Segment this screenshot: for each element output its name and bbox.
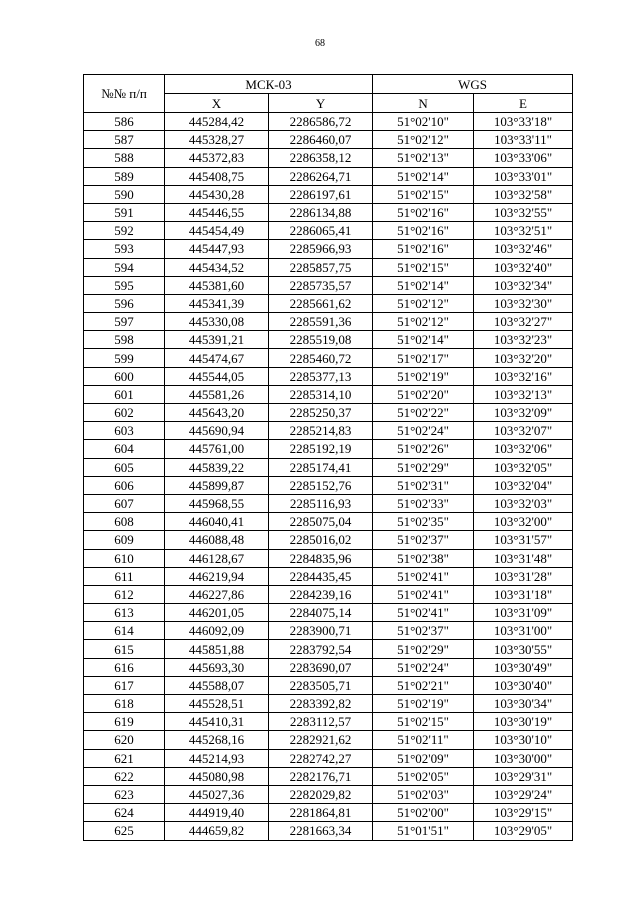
cell-number: 609 <box>84 531 165 549</box>
cell-e: 103°32'00" <box>474 513 573 531</box>
cell-e: 103°29'24" <box>474 785 573 803</box>
cell-number: 623 <box>84 785 165 803</box>
cell-x: 445761,00 <box>165 440 269 458</box>
cell-n: 51°02'03" <box>373 785 474 803</box>
cell-y: 2285075,04 <box>269 513 373 531</box>
header-e: E <box>474 94 573 113</box>
table-row <box>84 258 573 276</box>
table-row <box>84 513 573 531</box>
table-row <box>84 531 573 549</box>
cell-number: 588 <box>84 149 165 167</box>
cell-number: 612 <box>84 585 165 603</box>
cell-number: 614 <box>84 622 165 640</box>
cell-number: 621 <box>84 749 165 767</box>
table-row <box>84 422 573 440</box>
cell-n: 51°02'41" <box>373 604 474 622</box>
cell-x: 445588,07 <box>165 676 269 694</box>
header-number: №№ п/п <box>84 75 165 113</box>
cell-n: 51°02'24" <box>373 658 474 676</box>
table-row <box>84 549 573 567</box>
cell-y: 2286065,41 <box>269 222 373 240</box>
table-row <box>84 458 573 476</box>
cell-e: 103°31'09" <box>474 604 573 622</box>
cell-e: 103°30'34" <box>474 695 573 713</box>
cell-y: 2285591,36 <box>269 313 373 331</box>
header-n: N <box>373 94 474 113</box>
cell-x: 445447,93 <box>165 240 269 258</box>
cell-x: 445899,87 <box>165 476 269 494</box>
cell-number: 595 <box>84 276 165 294</box>
cell-n: 51°02'16" <box>373 222 474 240</box>
table-row <box>84 749 573 767</box>
table-row <box>84 676 573 694</box>
table-row <box>84 149 573 167</box>
cell-y: 2284239,16 <box>269 585 373 603</box>
cell-x: 446128,67 <box>165 549 269 567</box>
cell-y: 2286134,88 <box>269 203 373 221</box>
page-number: 68 <box>315 38 325 49</box>
cell-n: 51°02'09" <box>373 749 474 767</box>
cell-e: 103°31'18" <box>474 585 573 603</box>
table-row <box>84 713 573 731</box>
cell-number: 590 <box>84 185 165 203</box>
cell-y: 2284835,96 <box>269 549 373 567</box>
cell-x: 445430,28 <box>165 185 269 203</box>
cell-number: 593 <box>84 240 165 258</box>
cell-y: 2283690,07 <box>269 658 373 676</box>
cell-x: 445268,16 <box>165 731 269 749</box>
cell-n: 51°02'21" <box>373 676 474 694</box>
cell-number: 594 <box>84 258 165 276</box>
cell-y: 2282742,27 <box>269 749 373 767</box>
header-wgs: WGS <box>373 75 573 94</box>
cell-y: 2285250,37 <box>269 404 373 422</box>
cell-e: 103°32'03" <box>474 494 573 512</box>
cell-n: 51°02'11" <box>373 731 474 749</box>
table-row <box>84 185 573 203</box>
table-row <box>84 349 573 367</box>
cell-e: 103°31'48" <box>474 549 573 567</box>
cell-n: 51°02'10" <box>373 113 474 131</box>
cell-y: 2282921,62 <box>269 731 373 749</box>
cell-e: 103°32'20" <box>474 349 573 367</box>
cell-number: 604 <box>84 440 165 458</box>
cell-e: 103°32'30" <box>474 294 573 312</box>
cell-x: 445968,55 <box>165 494 269 512</box>
cell-y: 2284435,45 <box>269 567 373 585</box>
cell-x: 446040,41 <box>165 513 269 531</box>
cell-number: 607 <box>84 494 165 512</box>
table-row <box>84 785 573 803</box>
table-row <box>84 731 573 749</box>
table-row <box>84 313 573 331</box>
table-row <box>84 404 573 422</box>
cell-x: 445690,94 <box>165 422 269 440</box>
cell-n: 51°02'12" <box>373 313 474 331</box>
cell-number: 606 <box>84 476 165 494</box>
cell-n: 51°02'24" <box>373 422 474 440</box>
table-row <box>84 167 573 185</box>
cell-n: 51°02'00" <box>373 804 474 822</box>
cell-n: 51°02'22" <box>373 404 474 422</box>
cell-number: 598 <box>84 331 165 349</box>
cell-n: 51°02'12" <box>373 131 474 149</box>
table-row <box>84 476 573 494</box>
cell-y: 2286264,71 <box>269 167 373 185</box>
cell-y: 2283900,71 <box>269 622 373 640</box>
cell-n: 51°02'15" <box>373 258 474 276</box>
table-row <box>84 822 573 840</box>
cell-n: 51°02'41" <box>373 585 474 603</box>
table-row <box>84 222 573 240</box>
table-row <box>84 276 573 294</box>
cell-y: 2281864,81 <box>269 804 373 822</box>
cell-y: 2285152,76 <box>269 476 373 494</box>
cell-n: 51°02'29" <box>373 458 474 476</box>
cell-y: 2286586,72 <box>269 113 373 131</box>
cell-x: 445341,39 <box>165 294 269 312</box>
cell-number: 611 <box>84 567 165 585</box>
cell-e: 103°32'23" <box>474 331 573 349</box>
table-row <box>84 240 573 258</box>
cell-e: 103°32'16" <box>474 367 573 385</box>
cell-e: 103°32'07" <box>474 422 573 440</box>
cell-x: 444659,82 <box>165 822 269 840</box>
table-row <box>84 131 573 149</box>
cell-number: 597 <box>84 313 165 331</box>
cell-e: 103°32'34" <box>474 276 573 294</box>
table-row <box>84 658 573 676</box>
header-msk03: МСК-03 <box>165 75 373 94</box>
table-row <box>84 113 573 131</box>
header-y: Y <box>269 94 373 113</box>
cell-e: 103°31'57" <box>474 531 573 549</box>
cell-x: 446092,09 <box>165 622 269 640</box>
cell-e: 103°31'28" <box>474 567 573 585</box>
table-row <box>84 640 573 658</box>
table-body <box>84 113 573 841</box>
cell-number: 613 <box>84 604 165 622</box>
cell-x: 445643,20 <box>165 404 269 422</box>
cell-number: 589 <box>84 167 165 185</box>
table-row <box>84 622 573 640</box>
cell-n: 51°02'26" <box>373 440 474 458</box>
cell-e: 103°33'01" <box>474 167 573 185</box>
cell-y: 2285857,75 <box>269 258 373 276</box>
cell-n: 51°02'31" <box>373 476 474 494</box>
cell-n: 51°02'33" <box>373 494 474 512</box>
table-row <box>84 440 573 458</box>
cell-y: 2285116,93 <box>269 494 373 512</box>
cell-x: 446219,94 <box>165 567 269 585</box>
cell-y: 2285519,08 <box>269 331 373 349</box>
cell-number: 599 <box>84 349 165 367</box>
cell-x: 445214,93 <box>165 749 269 767</box>
cell-e: 103°30'10" <box>474 731 573 749</box>
cell-x: 445454,49 <box>165 222 269 240</box>
cell-e: 103°32'13" <box>474 385 573 403</box>
cell-y: 2282029,82 <box>269 785 373 803</box>
cell-e: 103°32'55" <box>474 203 573 221</box>
cell-n: 51°02'41" <box>373 567 474 585</box>
cell-e: 103°29'31" <box>474 767 573 785</box>
cell-n: 51°02'37" <box>373 531 474 549</box>
cell-e: 103°31'00" <box>474 622 573 640</box>
coordinates-table <box>83 74 573 841</box>
cell-e: 103°33'11" <box>474 131 573 149</box>
cell-number: 610 <box>84 549 165 567</box>
cell-x: 445528,51 <box>165 695 269 713</box>
table-row <box>84 804 573 822</box>
cell-x: 445328,27 <box>165 131 269 149</box>
cell-e: 103°32'09" <box>474 404 573 422</box>
cell-e: 103°32'05" <box>474 458 573 476</box>
cell-y: 2283112,57 <box>269 713 373 731</box>
cell-y: 2282176,71 <box>269 767 373 785</box>
cell-number: 618 <box>84 695 165 713</box>
cell-x: 445408,75 <box>165 167 269 185</box>
cell-e: 103°32'58" <box>474 185 573 203</box>
cell-y: 2286197,61 <box>269 185 373 203</box>
cell-n: 51°02'05" <box>373 767 474 785</box>
cell-n: 51°02'29" <box>373 640 474 658</box>
table-header <box>84 75 573 113</box>
cell-y: 2285314,10 <box>269 385 373 403</box>
cell-x: 445391,21 <box>165 331 269 349</box>
cell-n: 51°02'15" <box>373 185 474 203</box>
table-row <box>84 294 573 312</box>
cell-number: 591 <box>84 203 165 221</box>
cell-n: 51°02'14" <box>373 167 474 185</box>
cell-x: 445839,22 <box>165 458 269 476</box>
cell-x: 445080,98 <box>165 767 269 785</box>
cell-n: 51°02'13" <box>373 149 474 167</box>
table-row <box>84 585 573 603</box>
cell-e: 103°29'15" <box>474 804 573 822</box>
cell-n: 51°02'19" <box>373 367 474 385</box>
cell-n: 51°02'14" <box>373 331 474 349</box>
cell-e: 103°30'40" <box>474 676 573 694</box>
cell-e: 103°30'00" <box>474 749 573 767</box>
cell-e: 103°33'18" <box>474 113 573 131</box>
cell-number: 605 <box>84 458 165 476</box>
cell-x: 445544,05 <box>165 367 269 385</box>
cell-n: 51°02'16" <box>373 203 474 221</box>
cell-number: 596 <box>84 294 165 312</box>
cell-e: 103°32'27" <box>474 313 573 331</box>
cell-n: 51°02'38" <box>373 549 474 567</box>
cell-n: 51°02'35" <box>373 513 474 531</box>
cell-number: 620 <box>84 731 165 749</box>
cell-e: 103°30'19" <box>474 713 573 731</box>
cell-x: 446227,86 <box>165 585 269 603</box>
cell-number: 624 <box>84 804 165 822</box>
cell-n: 51°02'12" <box>373 294 474 312</box>
table-row <box>84 494 573 512</box>
cell-x: 445851,88 <box>165 640 269 658</box>
cell-x: 444919,40 <box>165 804 269 822</box>
table-row <box>84 695 573 713</box>
cell-number: 587 <box>84 131 165 149</box>
cell-number: 592 <box>84 222 165 240</box>
cell-y: 2285192,19 <box>269 440 373 458</box>
cell-y: 2284075,14 <box>269 604 373 622</box>
cell-n: 51°02'16" <box>373 240 474 258</box>
cell-number: 622 <box>84 767 165 785</box>
cell-x: 445474,67 <box>165 349 269 367</box>
cell-number: 601 <box>84 385 165 403</box>
cell-x: 445284,42 <box>165 113 269 131</box>
cell-e: 103°32'04" <box>474 476 573 494</box>
table-row <box>84 203 573 221</box>
cell-n: 51°02'15" <box>373 713 474 731</box>
cell-number: 619 <box>84 713 165 731</box>
cell-number: 617 <box>84 676 165 694</box>
cell-number: 615 <box>84 640 165 658</box>
cell-x: 445410,31 <box>165 713 269 731</box>
cell-y: 2285016,02 <box>269 531 373 549</box>
cell-x: 445027,36 <box>165 785 269 803</box>
cell-y: 2283792,54 <box>269 640 373 658</box>
cell-e: 103°32'46" <box>474 240 573 258</box>
cell-x: 445693,30 <box>165 658 269 676</box>
cell-x: 445446,55 <box>165 203 269 221</box>
cell-x: 445581,26 <box>165 385 269 403</box>
cell-e: 103°32'40" <box>474 258 573 276</box>
cell-y: 2285174,41 <box>269 458 373 476</box>
cell-y: 2285735,57 <box>269 276 373 294</box>
cell-n: 51°02'17" <box>373 349 474 367</box>
table-row <box>84 367 573 385</box>
table-row <box>84 767 573 785</box>
cell-x: 445372,83 <box>165 149 269 167</box>
cell-x: 445330,08 <box>165 313 269 331</box>
cell-n: 51°02'19" <box>373 695 474 713</box>
cell-e: 103°32'06" <box>474 440 573 458</box>
cell-y: 2281663,34 <box>269 822 373 840</box>
cell-n: 51°02'20" <box>373 385 474 403</box>
cell-x: 446201,05 <box>165 604 269 622</box>
cell-e: 103°33'06" <box>474 149 573 167</box>
cell-n: 51°01'51" <box>373 822 474 840</box>
cell-y: 2286460,07 <box>269 131 373 149</box>
table-row <box>84 604 573 622</box>
cell-y: 2283392,82 <box>269 695 373 713</box>
cell-number: 603 <box>84 422 165 440</box>
cell-e: 103°30'49" <box>474 658 573 676</box>
cell-number: 602 <box>84 404 165 422</box>
cell-y: 2285214,83 <box>269 422 373 440</box>
cell-n: 51°02'14" <box>373 276 474 294</box>
cell-e: 103°32'51" <box>474 222 573 240</box>
cell-number: 616 <box>84 658 165 676</box>
cell-x: 446088,48 <box>165 531 269 549</box>
cell-y: 2286358,12 <box>269 149 373 167</box>
cell-number: 625 <box>84 822 165 840</box>
cell-y: 2285661,62 <box>269 294 373 312</box>
cell-y: 2285460,72 <box>269 349 373 367</box>
cell-y: 2285966,93 <box>269 240 373 258</box>
cell-y: 2283505,71 <box>269 676 373 694</box>
cell-y: 2285377,13 <box>269 367 373 385</box>
cell-x: 445434,52 <box>165 258 269 276</box>
cell-e: 103°29'05" <box>474 822 573 840</box>
cell-n: 51°02'37" <box>373 622 474 640</box>
table-row <box>84 385 573 403</box>
cell-number: 600 <box>84 367 165 385</box>
table-row <box>84 331 573 349</box>
header-x: X <box>165 94 269 113</box>
cell-x: 445381,60 <box>165 276 269 294</box>
cell-e: 103°30'55" <box>474 640 573 658</box>
cell-number: 608 <box>84 513 165 531</box>
cell-number: 586 <box>84 113 165 131</box>
table-row <box>84 567 573 585</box>
